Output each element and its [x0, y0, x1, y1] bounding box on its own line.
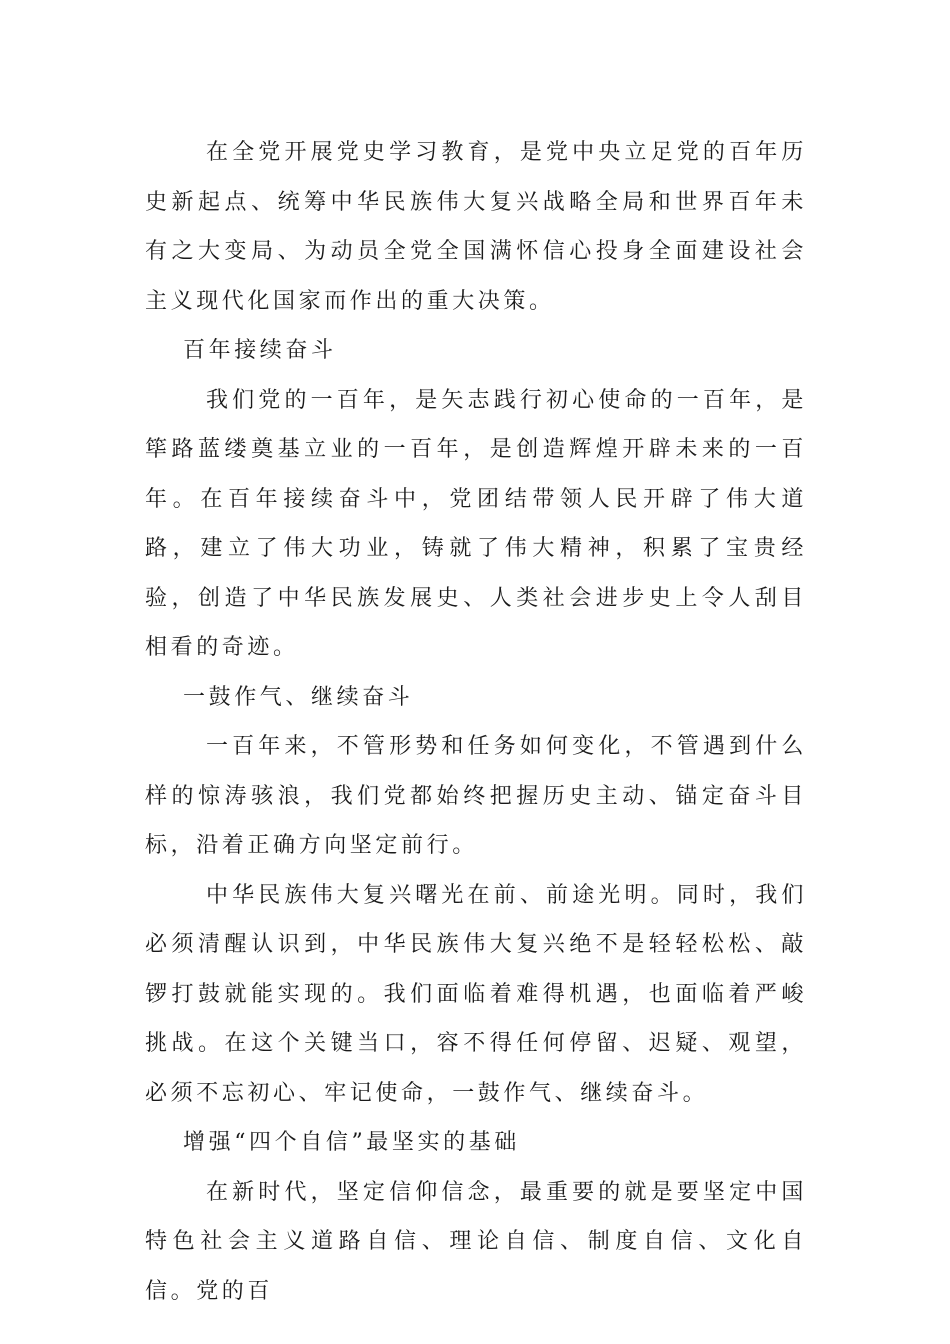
- paragraph-rejuvenation: 中华民族伟大复兴曙光在前、前途光明。同时，我们必须清醒认识到，中华民族伟大复兴绝不是轻轻松松、敲锣打鼓就能实现的。我们面临着难得机遇，也面临着严峻挑战。在这个关键当口，容不得任何停留、迟疑、观望，必须不忘初心、牢记使命，一鼓作气、继续奋斗。: [145, 882, 807, 1106]
- document-body: [145, 128, 807, 1316]
- paragraph-centenary: 我们党的一百年，是矢志践行初心使命的一百年，是筚路蓝缕奠基立业的一百年，是创造辉煌开辟未来的一百年。在百年接续奋斗中，党团结带领人民开辟了伟大道路，建立了伟大功业，铸就了伟大精神，积累了宝贵经验，创造了中华民族发展史、人类社会进步史上令人刮目相看的奇迹。: [145, 387, 807, 660]
- paragraph-hundred-years: 一百年来，不管形势和任务如何变化，不管遇到什么样的惊涛骇浪，我们党都始终把握历史主动、锚定奋斗目标，沿着正确方向坚定前行。: [145, 734, 807, 858]
- paragraph-intro: 在全党开展党史学习教育，是党中央立足党的百年历史新起点、统筹中华民族伟大复兴战略全局和世界百年未有之大变局、为动员全党全国满怀信心投身全面建设社会主义现代化国家而作出的重大决策。: [145, 140, 807, 314]
- paragraph-new-era: 在新时代，坚定信仰信念，最重要的就是要坚定中国特色社会主义道路自信、理论自信、制度自信、文化自信。党的百: [145, 1179, 807, 1304]
- section-heading-continue-struggle: 一鼓作气、继续奋斗: [183, 684, 414, 710]
- section-heading-centenary-struggle: 百年接续奋斗: [183, 338, 337, 363]
- section-heading-four-confidences: 增强“四个自信”最坚实的基础: [183, 1130, 520, 1155]
